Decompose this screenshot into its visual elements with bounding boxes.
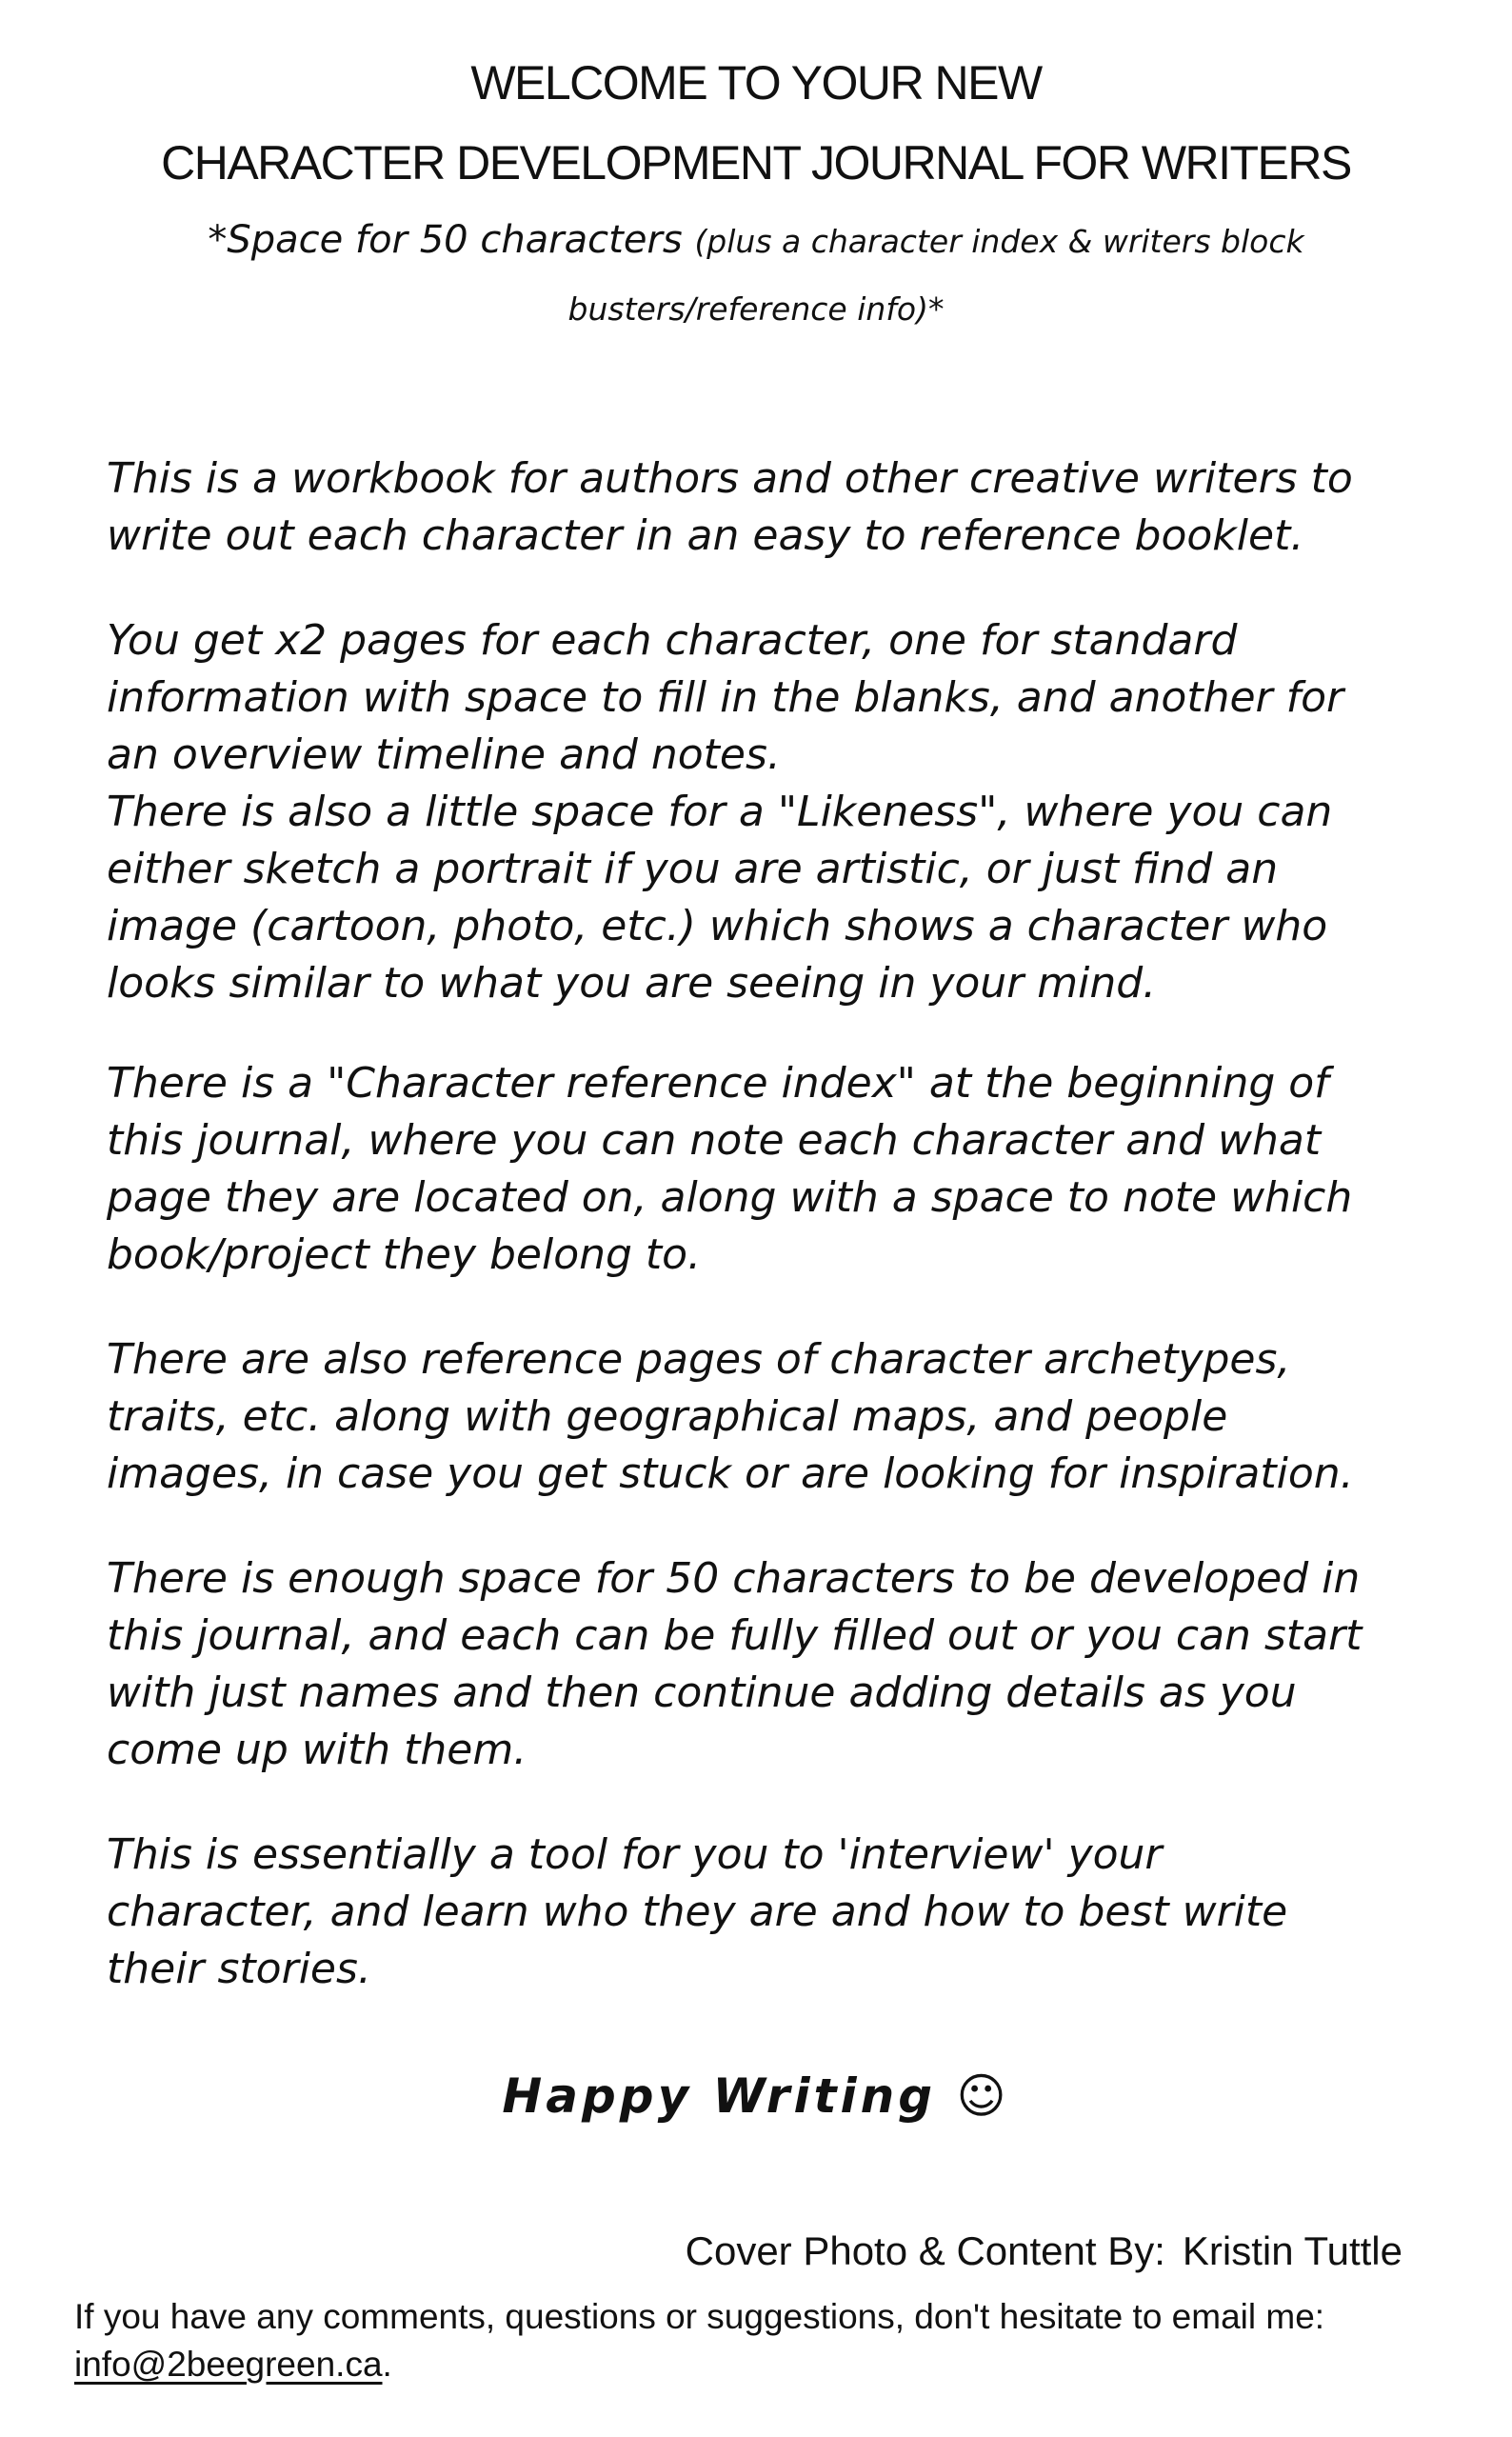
interview-paragraph: [107, 1827, 1440, 1998]
page-title-line-2: CHARACTER DEVELOPMENT JOURNAL FOR WRITERS: [161, 136, 1351, 190]
paragraph-line: There is also a little space for a "Likeness", where you can: [107, 788, 1333, 836]
subtitle-small: (plus a character index & writers block: [694, 223, 1304, 260]
subtitle-main: *Space for 50 characters: [208, 218, 695, 262]
paragraph-line: traits, etc. along with geographical maps, and people: [107, 1392, 1228, 1441]
paragraph-line: page they are located on, along with a space to note which: [107, 1173, 1353, 1222]
paragraph-line: come up with them.: [107, 1726, 527, 1774]
credit-name: Kristin Tuttle: [1182, 2228, 1403, 2273]
credit-label: Cover Photo & Content By:: [685, 2228, 1165, 2273]
email-link[interactable]: info@2beegreen.ca: [74, 2345, 383, 2384]
paragraph-line: There is a "Character reference index" at the beginning of: [107, 1059, 1329, 1108]
paragraph-line: looks similar to what you are seeing in your mind.: [107, 959, 1157, 1008]
paragraph-line: information with space to fill in the blanks, and another for: [107, 673, 1344, 722]
paragraph-line: You get x2 pages for each character, one for standard: [107, 616, 1238, 665]
paragraph-line: an overview timeline and notes.: [107, 730, 781, 779]
closing-greeting: Happy Writing ☺: [502, 2068, 1010, 2124]
subtitle-line-1: [0, 218, 1512, 262]
paragraph-line: images, in case you get stuck or are looking for inspiration.: [107, 1449, 1354, 1498]
paragraph-line: This is essentially a tool for you to 'interview' your: [107, 1830, 1163, 1879]
subtitle-line-2: busters/reference info)*: [567, 290, 945, 328]
paragraph-line: their stories.: [107, 1945, 371, 1993]
paragraph-line: character, and learn who they are and how to best write: [107, 1888, 1288, 1936]
index-paragraph: [107, 1055, 1440, 1284]
paragraph-line: this journal, where you can note each character and what: [107, 1116, 1322, 1165]
pages-paragraph: [107, 612, 1440, 1012]
paragraph-line: either sketch a portrait if you are artistic, or just find an: [107, 845, 1279, 893]
contact-note: [74, 2293, 1324, 2388]
credit-line: [685, 2228, 1403, 2273]
intro-paragraph: [107, 450, 1440, 565]
paragraph-line: There are also reference pages of character archetypes,: [107, 1335, 1291, 1384]
paragraph-line: This is a workbook for authors and other creative writers to: [107, 454, 1353, 503]
paragraph-line: book/project they belong to.: [107, 1230, 702, 1279]
reference-paragraph: [107, 1331, 1440, 1503]
paragraph-line: image (cartoon, photo, etc.) which shows a character who: [107, 902, 1328, 950]
paragraph-line: There is enough space for 50 characters to be developed in: [107, 1554, 1361, 1603]
contact-trailing: .: [382, 2345, 392, 2384]
page-title-line-1: WELCOME TO YOUR NEW: [470, 56, 1042, 110]
paragraph-line: with just names and then continue adding details as you: [107, 1668, 1297, 1717]
paragraph-line: write out each character in an easy to reference booklet.: [107, 511, 1304, 560]
space-paragraph: [107, 1550, 1440, 1779]
paragraph-line: this journal, and each can be fully filled out or you can start: [107, 1611, 1363, 1660]
contact-text: If you have any comments, questions or suggestions, don't hesitate to email me:: [74, 2297, 1325, 2336]
